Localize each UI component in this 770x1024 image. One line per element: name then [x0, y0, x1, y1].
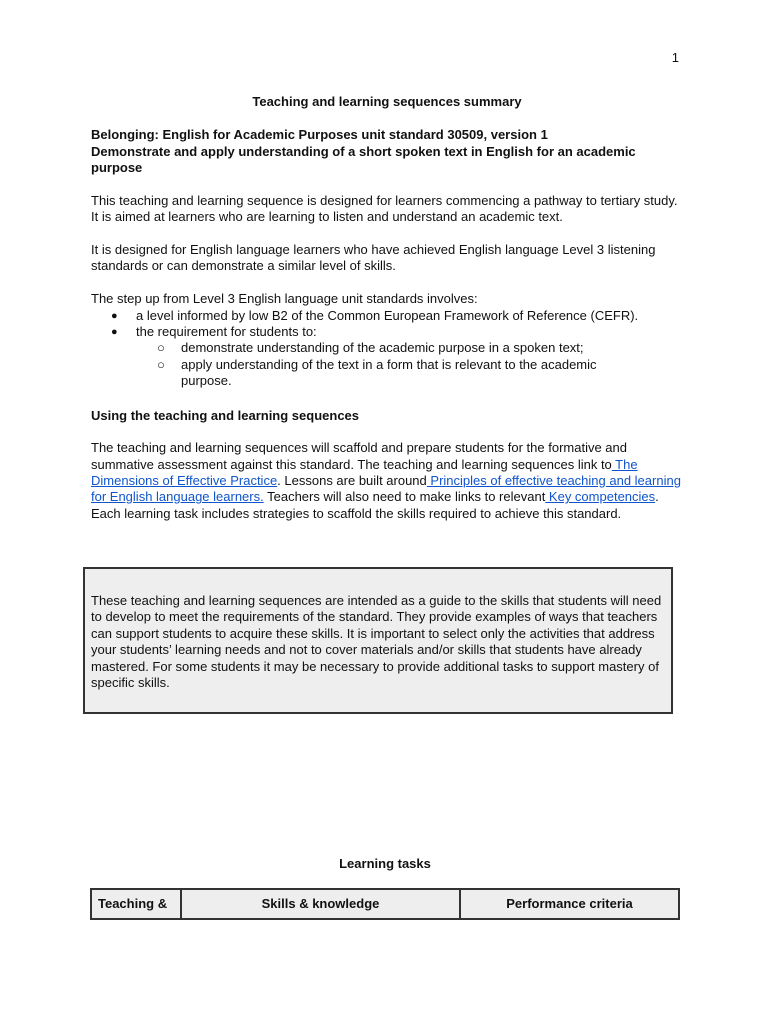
- document-title: Teaching and learning sequences summary: [252, 94, 522, 109]
- paragraph-text: . Each learning task includes strategies to scaffold the skills required to achieve this standard.: [91, 489, 659, 521]
- requirements-sublist: [136, 340, 683, 389]
- learning-tasks-title: Learning tasks: [339, 856, 431, 871]
- principles-effective-teaching-link[interactable]: Principles of effective teaching and learning for English language learners.: [91, 472, 681, 505]
- bullet-text: the requirement for students to:: [136, 324, 317, 340]
- list-item: [91, 324, 683, 390]
- page-number: 1: [671, 50, 679, 65]
- bullet-text: a level informed by low B2 of the Common European Framework of Reference (CEFR).: [136, 307, 639, 323]
- table-header-teaching: Teaching &: [98, 895, 168, 911]
- key-competencies-link[interactable]: Key competencies: [545, 489, 656, 505]
- sub-bullet-text: demonstrate understanding of the academic purpose in a spoken text;: [181, 340, 584, 356]
- circle-bullet-icon: ○: [157, 356, 165, 372]
- guidance-note-text: These teaching and learning sequences are intended as a guide to the skills that students will need to develop to meet the requirements of the standard. They provide examples of ways that teachers can support students to acquire these skills. It is important to select only the activities that address your students’ learning needs and not to cover materials and/or skills that students have already mastered. For some students it may be necessary to provide additional tasks to support mastery of specific skills.: [91, 593, 662, 691]
- sub-list-item: [91, 340, 683, 356]
- unit-description-line: Demonstrate and apply understanding of a short spoken text in English for an academic purpose: [91, 143, 636, 176]
- unit-heading: [91, 127, 683, 176]
- table-header-skills: Skills & knowledge: [180, 890, 459, 918]
- using-sequences-paragraph: [91, 440, 683, 522]
- learners-paragraph: It is designed for English language learners who have achieved English language Level 3 listening standards or can demonstrate a similar level of skills.: [91, 241, 656, 274]
- section-heading: Using the teaching and learning sequences: [91, 407, 360, 423]
- guidance-note-box: [83, 567, 673, 714]
- table-header-performance: Performance criteria: [459, 890, 678, 918]
- paragraph-text: Teachers will also need to make links to relevant: [263, 489, 546, 505]
- sub-list-item: [91, 357, 683, 390]
- paragraph-text: The teaching and learning sequences will scaffold and prepare students for the formative and summative assessment against this standard. The teaching and learning sequences link to: [91, 440, 627, 472]
- document-body: [91, 94, 683, 539]
- step-up-intro: The step up from Level 3 English language unit standards involves:: [91, 291, 478, 307]
- learning-tasks-table: [90, 888, 680, 920]
- sub-bullet-text: apply understanding of the text in a form that is relevant to the academic purpose.: [181, 356, 597, 389]
- dimensions-effective-practice-link[interactable]: The Dimensions of Effective Practice: [91, 456, 638, 488]
- intro-paragraph: This teaching and learning sequence is designed for learners commencing a pathway to tertiary study. It is aimed at learners who are learning to listen and understand an academic text.: [91, 192, 678, 225]
- circle-bullet-icon: ○: [157, 340, 165, 356]
- unit-standard-line: Belonging: English for Academic Purposes unit standard 30509, version 1: [91, 127, 548, 143]
- paragraph-text: . Lessons are built around: [277, 472, 427, 488]
- list-item: [91, 308, 683, 324]
- step-up-list: [91, 308, 683, 390]
